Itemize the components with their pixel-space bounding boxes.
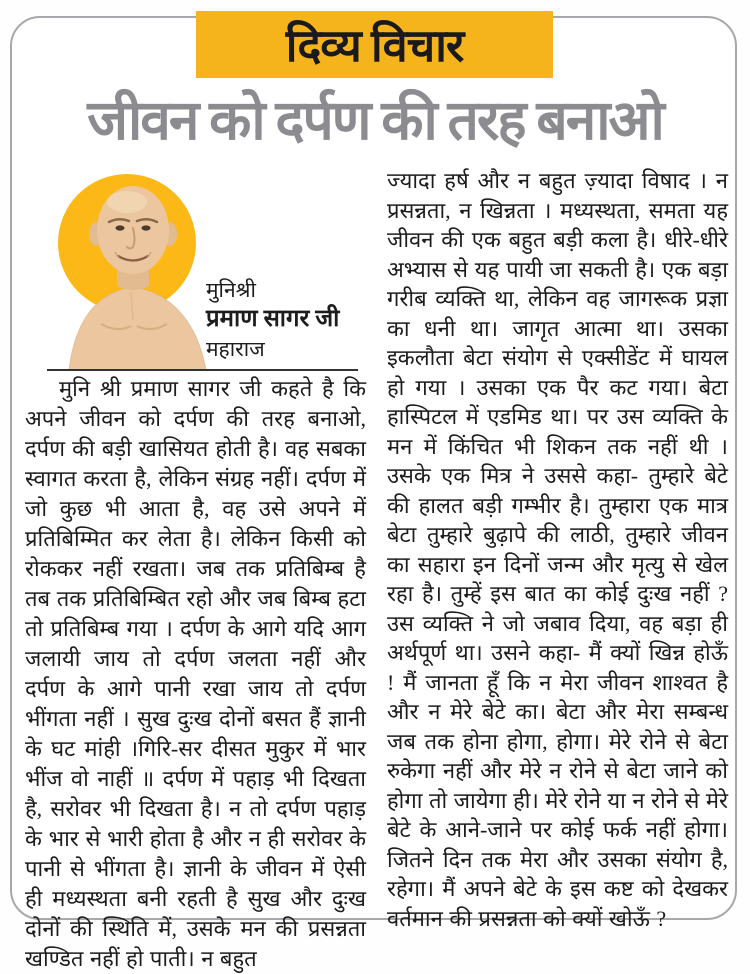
section-banner-label: दिव्य विचार <box>285 21 464 71</box>
body-left-column: मुनि श्री प्रमाण सागर जी कहते है कि अपने जीवन को दर्पण की तरह बनाओ, दर्पण की बड़ी खासियत होती है। वह सबका स्वागत करता है, लेकिन संग्रह नहीं। दर्पण में जो कुछ भी आता है, वह उसे अपने में प्रतिबिम्मित कर लेता है। लेकिन किसी को रोककर नहीं रखता। जब तक प्रतिबिम्ब है तब तक प्रतिबिम्बित रहो और जब बिम्ब हटा तो प्रतिबिम्ब गया । दर्पण के आगे यदि आग जलायी जाय तो दर्पण जलता नहीं और दर्पण के आगे पानी रखा जाय तो दर्पण भींगता नहीं । सुख दुःख दोनों बसत हैं ज्ञानी के घट मांही ।गिरि-सर दीसत मुकुर में भार भींज वो नाहीं ॥ दर्पण में पहाड़ भी दिखता है, सरोवर भी दिखता है। न तो दर्पण पहाड़ के भार से भारी होता है और न ही सरोवर के पानी से भींगता है। ज्ञानी के जीवन में ऐसी ही मध्यस्थता बनी रहती है सुख और दुःख दोनों की स्थिति में, उसके मन की प्रसन्नता खण्डित नहीं हो पाती। न बहुत <box>25 376 366 971</box>
author-name: प्रमाण सागर जी <box>206 306 340 332</box>
section-banner <box>196 11 553 78</box>
author-prefix: मुनिश्री <box>206 278 256 302</box>
body-right-column: ज्यादा हर्ष और न बहुत ज़्यादा विषाद । न प्रसन्नता, न खिन्नता । मध्यस्थता, समता यह जीवन की एक बहुत बड़ी कला है। धीरे-धीरे अभ्यास से यह पायी जा सकती है। एक बड़ा गरीब व्यक्ति था, लेकिन वह जागरूक प्रज्ञा का धनी था। जागृत आत्मा था। उसका इकलौता बेटा संयोग से एक्सीडेंट में घायल हो गया । उसका एक पैर कट गया। बेटा हास्पिटल में एडमिड था। पर उस व्यक्ति के मन में किंचित भी शिकन तक नहीं थी । उसके एक मित्र ने उससे कहा- तुम्हारे बेटे की हालत बड़ी गम्भीर है। तुम्हारा एक मात्र बेटा तुम्हारे बुढ़ापे की लाठी, तुम्हारे जीवन का सहारा इन दिनों जन्म और मृत्यु से खेल रहा है। तुम्हें इस बात का कोई दुःख नहीं ? उस व्यक्ति ने जो जबाव दिया, वह बड़ा ही अर्थपूर्ण था। उसने कहा- मैं क्यों खिन्न होऊँ ! मैं जानता हूँ कि न मेरा जीवन शाश्वत है और न मेरे बेटे का। बेटा और मेरा सम्बन्ध जब तक होना होगा, होगा। मेरे रोने से बेटा रुकेगा नहीं और मेरे न रोने से बेटा जाने को होगा तो जायेगा ही। मेरे रोने या न रोने से मेरे बेटे के आने-जाने पर कोई फर्क नहीं होगा। जितने दिन तक मेरा और उसका संयोग है, रहेगा। मैं अपने बेटे के इस कष्ट को देखकर वर्तमान की प्रसन्नता को क्यों खोऊँ ? <box>387 168 728 931</box>
author-caption <box>206 276 364 363</box>
caption-divider-line <box>47 369 358 371</box>
article-headline: जीवन को दर्पण की तरह बनाओ <box>87 90 663 151</box>
author-suffix: महाराज <box>206 337 265 361</box>
